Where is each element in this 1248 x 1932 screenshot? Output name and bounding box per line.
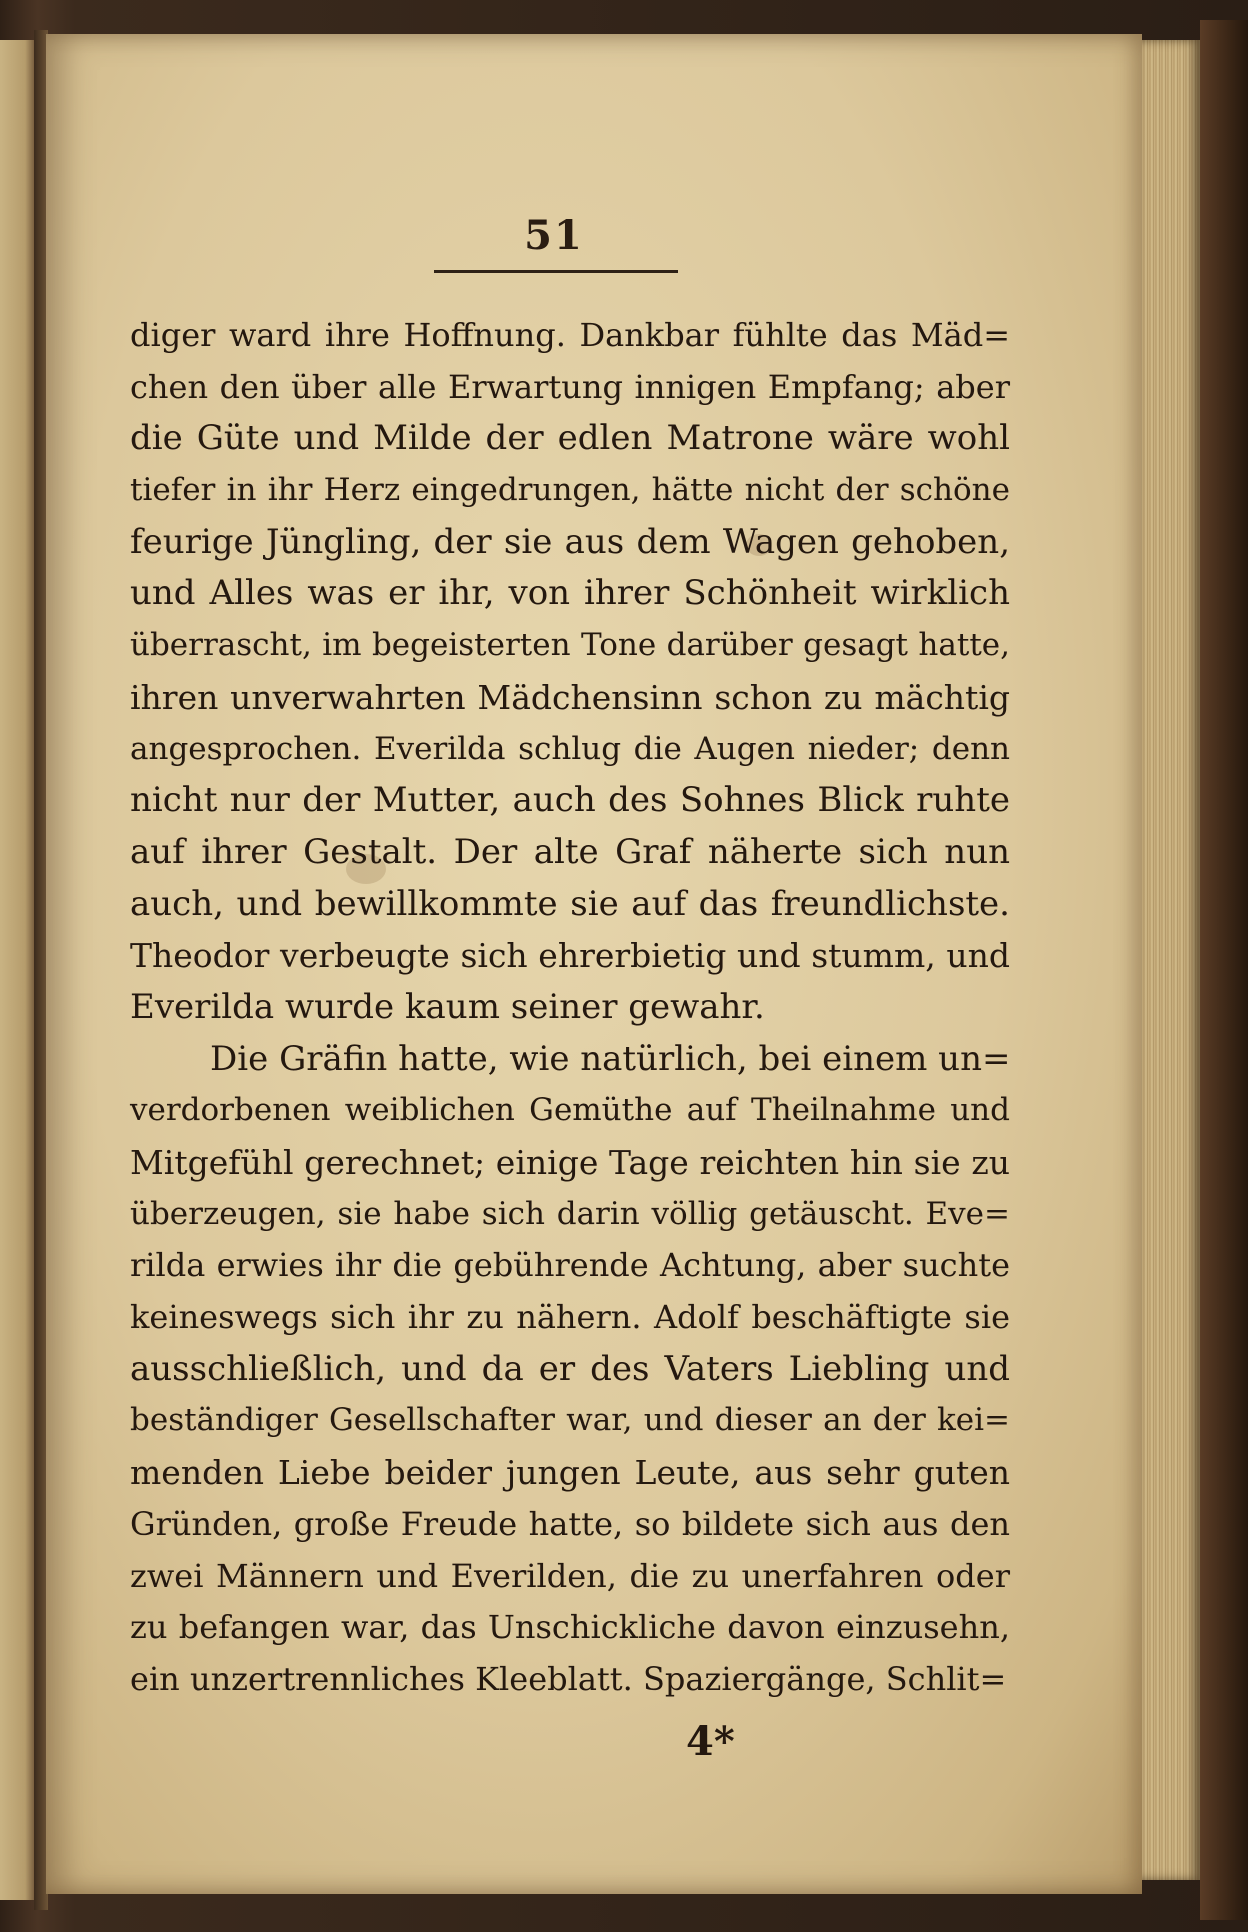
- text-line: Theodor verbeugte sich ehrerbietig und stumm, und: [130, 936, 1010, 976]
- text-line: und Alles was er ihr, von ihrer Schönheit wirklich: [130, 573, 1010, 614]
- header-rule: [434, 270, 678, 273]
- body-text: [130, 310, 1010, 1706]
- page-block-edge: [1142, 40, 1200, 1880]
- text-line: Die Gräfin hatte, wie natürlich, bei einem un=: [210, 1038, 1011, 1079]
- text-line: ein unzertrennliches Kleeblatt. Spaziergänge, Schlit=: [130, 1659, 1007, 1698]
- text-line: keineswegs sich ihr zu nähern. Adolf beschäftigte sie: [130, 1298, 1010, 1337]
- text-line: angesprochen. Everilda schlug die Augen nieder; denn: [130, 730, 1010, 767]
- facing-page-edge: [0, 40, 36, 1900]
- text-line: diger ward ihre Hoffnung. Dankbar fühlte das Mäd=: [130, 316, 1010, 354]
- text-line: rilda erwies ihr die gebührende Achtung, aber suchte: [130, 1246, 1010, 1285]
- text-line: ihren unverwahrten Mädchensinn schon zu mächtig: [130, 677, 1010, 717]
- page-number: 51: [524, 212, 584, 259]
- text-line: ausschließlich, und da er des Vaters Liebling und: [130, 1348, 1010, 1389]
- text-line: beständiger Gesellschafter war, und dieser an der kei=: [130, 1402, 1010, 1439]
- text-line: Everilda wurde kaum seiner gewahr.: [130, 986, 765, 1027]
- text-line: zu befangen war, das Unschickliche davon einzusehn,: [130, 1608, 1010, 1647]
- text-line: feurige Jüngling, der sie aus dem Wagen gehoben,: [130, 521, 1010, 562]
- text-line: chen den über alle Erwartung innigen Empfang; aber: [130, 367, 1010, 406]
- text-line: Gründen, große Freude hatte, so bildete sich aus den: [130, 1504, 1010, 1543]
- text-line: Mitgefühl gerechnet; einige Tage reichten hin sie zu: [130, 1143, 1010, 1182]
- text-line: die Güte und Milde der edlen Matrone wäre wohl: [130, 418, 1010, 459]
- text-line: auch, und bewillkommte sie auf das freundlichste.: [130, 883, 1010, 924]
- text-line: nicht nur der Mutter, auch des Sohnes Blick ruhte: [130, 780, 1010, 821]
- text-line: auf ihrer Gestalt. Der alte Graf näherte sich nun: [130, 831, 1010, 872]
- page-header: [46, 212, 1142, 259]
- text-line: überzeugen, sie habe sich darin völlig getäuscht. Eve=: [130, 1195, 1010, 1232]
- book-page: [46, 34, 1142, 1894]
- text-line: zwei Männern und Everilden, die zu unerfahren oder: [130, 1556, 1010, 1595]
- signature-mark: 4*: [686, 1718, 735, 1765]
- book-cover-edge: [1200, 20, 1248, 1920]
- text-line: menden Liebe beider jungen Leute, aus sehr guten: [130, 1453, 1010, 1493]
- text-line: tiefer in ihr Herz eingedrungen, hätte nicht der schöne: [130, 472, 1010, 509]
- text-line: verdorbenen weiblichen Gemüthe auf Theilnahme und: [130, 1092, 1010, 1129]
- text-line: überrascht, im begeisterten Tone darüber gesagt hatte,: [130, 627, 1010, 664]
